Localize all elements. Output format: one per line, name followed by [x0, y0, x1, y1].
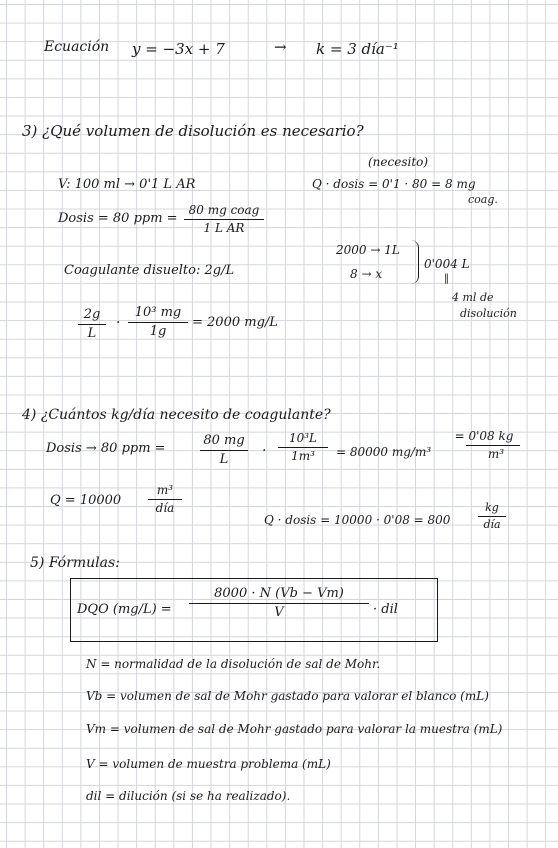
- fraction-bar: [189, 603, 369, 604]
- rate-constant: k = 3 día⁻¹: [316, 40, 399, 58]
- q4-result: = 80000 mg/m³: [336, 445, 432, 459]
- fraction-bar: [478, 516, 506, 517]
- calc-numerator-a: 2g: [83, 307, 101, 322]
- q4-q-fraction: [148, 484, 182, 515]
- fraction-bar: [466, 445, 520, 446]
- q-dosis-line: Q · dosis = 0'1 · 80 = 8 mg: [312, 177, 476, 191]
- calc-fraction-a: [78, 308, 106, 342]
- volume-line: V: 100 ml → 0'1 L AR: [58, 177, 196, 192]
- brace-icon: [408, 240, 419, 284]
- q4-q-denominator: día: [155, 501, 175, 516]
- coagulant-label: Coagulante disuelto: 2g/L: [64, 263, 235, 278]
- rule-row-2: 8 → x: [350, 267, 383, 281]
- dqo-denominator: V: [274, 605, 284, 621]
- fraction-bar: [78, 324, 106, 325]
- calc-denominator-a: L: [87, 326, 97, 342]
- arrow-icon: →: [274, 38, 287, 56]
- rule-ml: 4 ml de: [452, 291, 494, 304]
- question-4-title: 4) ¿Cuántos kg/día necesito de coagulante?: [22, 407, 331, 423]
- fraction-bar: [128, 322, 188, 323]
- q4-dosis-label: Dosis → 80 ppm =: [46, 441, 166, 456]
- multiply-dot: ·: [116, 315, 121, 331]
- q4-result-2: [448, 430, 520, 461]
- q4-fraction-a: [200, 434, 248, 468]
- q4-denominator-a: L: [219, 452, 229, 468]
- q4-q-numerator: m³: [156, 483, 174, 497]
- dqo-fraction: [189, 587, 369, 621]
- fraction-bar: [200, 450, 248, 451]
- dil-factor: · dil: [373, 602, 398, 617]
- rule-result: 0'004 L: [424, 257, 470, 271]
- rule-row-1: 2000 → 1L: [336, 243, 400, 257]
- definition-dil: dil = dilución (si se ha realizado).: [86, 789, 291, 803]
- fraction-bar: [184, 219, 264, 220]
- dosis-label: Dosis = 80 ppm =: [58, 211, 178, 226]
- definition-vm: Vm = volumen de sal de Mohr gastado para valorar la muestra (mL): [86, 722, 503, 736]
- equation-label: Ecuación: [44, 39, 110, 55]
- formula-box: [70, 578, 438, 642]
- calc-denominator-b: 1g: [149, 324, 167, 340]
- note-necesito: (necesito): [368, 155, 429, 169]
- question-5-title: 5) Fórmulas:: [30, 555, 120, 571]
- fraction-bar: [278, 447, 328, 448]
- q4-q-dosis-numerator: kg: [485, 501, 499, 514]
- calc-result: = 2000 mg/L: [192, 315, 278, 330]
- multiply-dot: ·: [262, 443, 267, 459]
- question-3-title: 3) ¿Qué volumen de disolución es necesario?: [22, 122, 364, 140]
- dosis-fraction: [184, 204, 264, 235]
- fraction-bar: [148, 499, 182, 500]
- linear-equation: y = −3x + 7: [132, 40, 225, 58]
- q4-q-dosis-fraction: [478, 502, 506, 531]
- equivalence-mark: ‖: [444, 273, 449, 284]
- q4-q-label: Q = 10000: [50, 493, 122, 508]
- q4-result2-numerator: = 0'08 kg: [454, 429, 514, 443]
- q4-q-dosis: Q · dosis = 10000 · 0'08 = 800: [264, 513, 451, 527]
- q4-result2-denominator: m³: [487, 447, 505, 462]
- q4-fraction-b: [278, 432, 328, 463]
- definition-v: V = volumen de muestra problema (mL): [86, 757, 331, 771]
- calc-numerator-b: 10³ mg: [134, 305, 182, 320]
- definition-vb: Vb = volumen de sal de Mohr gastado para valorar el blanco (mL): [86, 689, 489, 703]
- q4-numerator-b: 10³L: [288, 431, 318, 445]
- q-dosis-unit: coag.: [468, 193, 498, 206]
- calc-fraction-b: [128, 306, 188, 340]
- definition-n: N = normalidad de la disolución de sal de Mohr.: [86, 657, 381, 671]
- dqo-numerator: 8000 · N (Vb − Vm): [214, 586, 344, 601]
- q4-denominator-b: 1m³: [291, 449, 315, 464]
- dosis-numerator: 80 mg coag: [188, 203, 260, 217]
- q4-numerator-a: 80 mg: [203, 433, 245, 448]
- dosis-denominator: 1 L AR: [203, 221, 245, 236]
- q4-q-dosis-denominator: día: [483, 518, 501, 532]
- dqo-label: DQO (mg/L) =: [77, 602, 172, 617]
- rule-disolucion: disolución: [460, 307, 517, 320]
